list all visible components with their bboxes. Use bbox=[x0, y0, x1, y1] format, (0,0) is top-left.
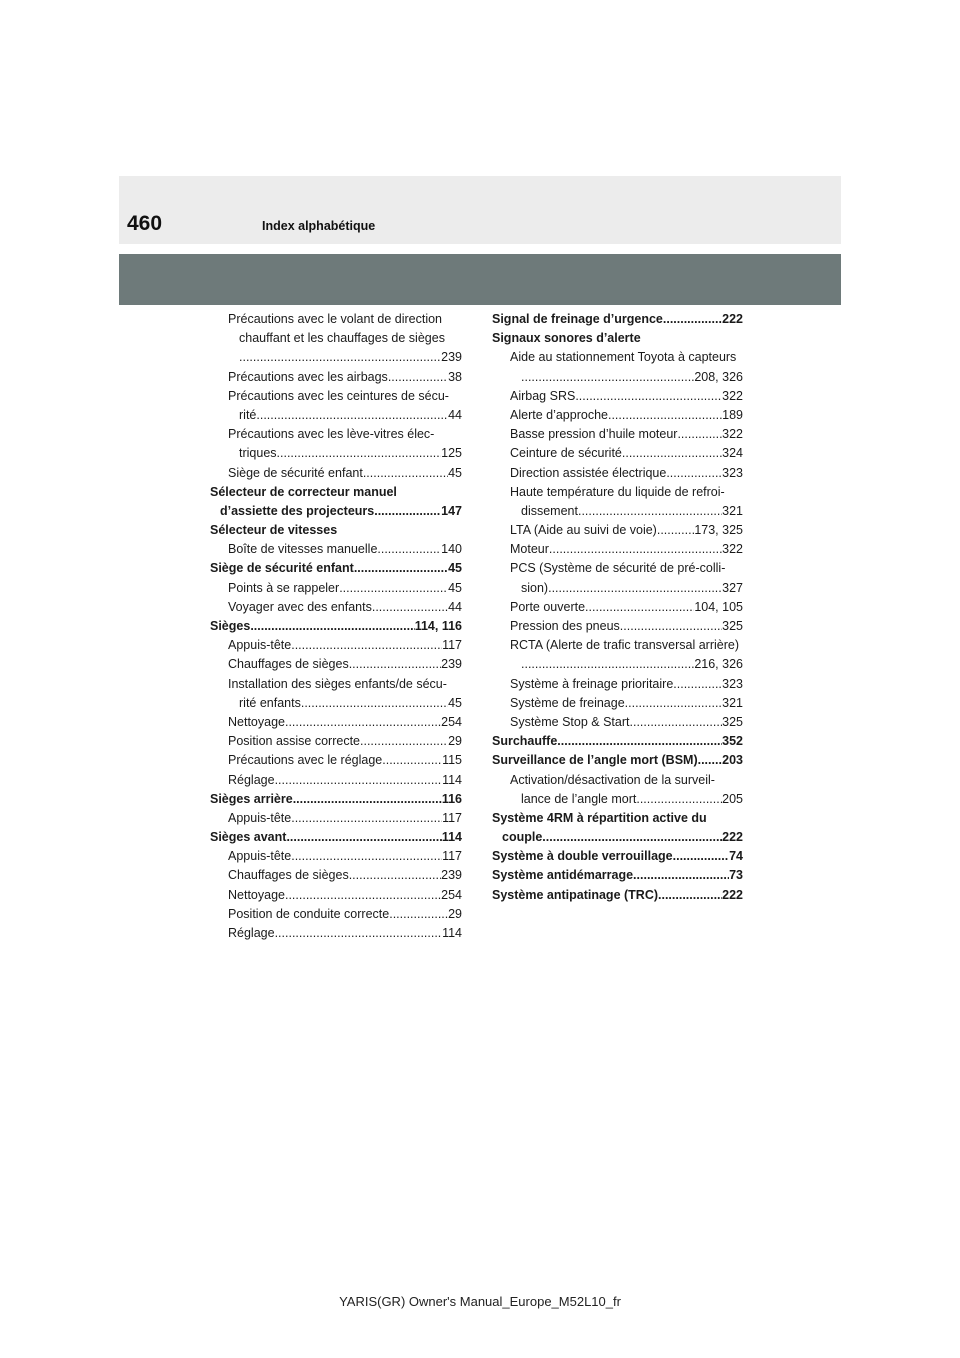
leader-dots bbox=[636, 790, 722, 809]
entry-text: Pression des pneus bbox=[510, 619, 620, 633]
entry-text: Appuis-tête bbox=[228, 810, 292, 825]
leader-dots bbox=[339, 579, 448, 598]
page-reference: 147 bbox=[441, 503, 462, 518]
page-reference: 29 bbox=[448, 734, 462, 749]
page-reference: 222 bbox=[722, 312, 743, 326]
page-reference: 203 bbox=[722, 753, 743, 768]
page-number: 460 bbox=[127, 212, 163, 235]
page-reference: 323 bbox=[722, 676, 743, 691]
page-reference: 114 bbox=[442, 772, 462, 787]
leader-dots bbox=[658, 886, 722, 905]
entry-text: rité enfants bbox=[239, 695, 301, 710]
entry-text: Basse pression d’huile moteur bbox=[510, 427, 678, 442]
entry-text: Réglage bbox=[228, 926, 275, 940]
entry-text: sion) bbox=[521, 580, 549, 595]
leader-dots bbox=[663, 310, 722, 329]
page-reference: 74 bbox=[729, 849, 743, 864]
index-entry bbox=[210, 348, 462, 367]
index-entry-text: Signaux sonores d’alerte bbox=[492, 331, 641, 346]
page-reference: 239 bbox=[441, 657, 462, 672]
leader-dots bbox=[521, 368, 694, 387]
leader-dots bbox=[548, 579, 722, 598]
index-entry bbox=[210, 924, 462, 943]
entry-text: Sièges bbox=[210, 619, 251, 633]
page-reference: 114 bbox=[442, 926, 462, 940]
index-entry bbox=[210, 540, 462, 559]
index-entry bbox=[492, 425, 743, 444]
page-reference: 140 bbox=[441, 542, 462, 557]
leader-dots bbox=[666, 464, 722, 483]
entry-text: Ceinture de sécurité bbox=[510, 446, 622, 461]
index-entry bbox=[492, 828, 743, 847]
index-column-right bbox=[492, 310, 743, 905]
entry-text: Boîte de vitesses manuelle bbox=[228, 542, 378, 557]
footer-text: YARIS(GR) Owner's Manual_Europe_M52L10_fr bbox=[339, 1294, 621, 1309]
entry-text: Système à double verrouillage bbox=[492, 849, 673, 864]
entry-text: Sièges avant bbox=[210, 830, 287, 845]
page-reference: 222 bbox=[722, 830, 743, 845]
index-entry bbox=[492, 406, 743, 425]
leader-dots bbox=[389, 905, 448, 924]
index-entry bbox=[210, 406, 462, 425]
entry-text: Sièges arrière bbox=[210, 791, 293, 806]
index-entry bbox=[492, 598, 743, 617]
leader-dots bbox=[630, 713, 723, 732]
entry-text: rité bbox=[239, 407, 257, 422]
entry-text: Nettoyage bbox=[228, 714, 285, 729]
page-reference: 323 bbox=[722, 465, 743, 480]
index-entry bbox=[492, 847, 743, 866]
leader-dots bbox=[360, 732, 448, 751]
page-reference: 38 bbox=[448, 369, 462, 384]
entry-text: Chauffages de sièges bbox=[228, 868, 349, 883]
index-entry-text: Précautions avec les lève-vitres élec- bbox=[228, 427, 435, 442]
index-entry bbox=[210, 886, 462, 905]
entry-text: Précautions avec le réglage bbox=[228, 753, 383, 768]
page-reference: 73 bbox=[729, 868, 743, 883]
index-entry bbox=[210, 732, 462, 751]
entry-text: Système antipatinage (TRC) bbox=[492, 887, 659, 902]
index-entry bbox=[210, 771, 462, 790]
leader-dots bbox=[633, 866, 729, 885]
leader-dots bbox=[349, 655, 441, 674]
leader-dots bbox=[291, 847, 442, 866]
page-reference: 322 bbox=[722, 427, 743, 442]
index-entry-text: Activation/désactivation de la surveil- bbox=[510, 772, 715, 787]
index-entry-text: Haute température du liquide de refroi- bbox=[510, 484, 725, 499]
leader-dots bbox=[521, 655, 694, 674]
leader-dots bbox=[363, 464, 448, 483]
index-entry-text: Aide au stationnement Toyota à capteurs bbox=[510, 350, 737, 365]
index-entry bbox=[210, 828, 462, 847]
index-entry bbox=[492, 617, 743, 636]
page-reference: 239 bbox=[441, 350, 462, 365]
leader-dots bbox=[293, 790, 442, 809]
page-reference: 322 bbox=[722, 388, 743, 403]
page-reference: 117 bbox=[442, 810, 462, 825]
index-entry bbox=[210, 368, 462, 387]
leader-dots bbox=[622, 444, 722, 463]
page-reference: 116 bbox=[441, 791, 462, 806]
index-entry bbox=[492, 464, 743, 483]
page-reference: 239 bbox=[441, 868, 462, 883]
index-entry bbox=[492, 713, 743, 732]
entry-text: Système de freinage bbox=[510, 695, 625, 710]
entry-text: Voyager avec des enfants bbox=[228, 599, 372, 614]
entry-text: triques bbox=[239, 446, 277, 461]
entry-text: Airbag SRS bbox=[510, 388, 576, 403]
index-entry bbox=[492, 310, 743, 329]
page-reference: 114 bbox=[441, 830, 462, 845]
index-entry-text: Sélecteur de vitesses bbox=[210, 523, 338, 538]
page-reference: 29 bbox=[448, 906, 462, 921]
page-reference: 45 bbox=[448, 695, 462, 710]
header-band bbox=[119, 176, 841, 244]
leader-dots bbox=[382, 751, 442, 770]
index-entry bbox=[210, 751, 462, 770]
entry-text: LTA (Aide au suivi de voie) bbox=[510, 523, 657, 538]
page-reference: 324 bbox=[722, 446, 743, 461]
page-reference: 44 bbox=[448, 599, 462, 614]
page-reference: 114, 116 bbox=[414, 619, 462, 633]
leader-dots bbox=[673, 675, 722, 694]
leader-dots bbox=[354, 559, 448, 578]
header-dark-band bbox=[119, 254, 841, 305]
page-reference: 208, 326 bbox=[694, 369, 743, 384]
entry-text: Moteur bbox=[510, 542, 549, 557]
leader-dots bbox=[275, 924, 442, 943]
index-entry bbox=[210, 636, 462, 655]
page-reference: 222 bbox=[722, 887, 743, 902]
page-reference: 216, 326 bbox=[694, 657, 743, 672]
leader-dots bbox=[285, 886, 441, 905]
index-entry-text: RCTA (Alerte de trafic transversal arrière) bbox=[510, 638, 739, 653]
page-reference: 254 bbox=[441, 887, 462, 902]
leader-dots bbox=[285, 713, 441, 732]
index-entry bbox=[210, 579, 462, 598]
leader-dots bbox=[388, 368, 448, 387]
index-entry-text: Système 4RM à répartition active du bbox=[492, 810, 707, 825]
index-entry bbox=[492, 540, 743, 559]
index-entry bbox=[210, 655, 462, 674]
page-reference: 104, 105 bbox=[694, 599, 743, 614]
page-reference: 45 bbox=[448, 561, 462, 576]
index-entry bbox=[492, 655, 743, 674]
entry-text: Porte ouverte bbox=[510, 599, 586, 614]
page-reference: 45 bbox=[448, 465, 462, 480]
entry-text: Système antidémarrage bbox=[492, 868, 634, 883]
entry-text: Surchauffe bbox=[492, 734, 558, 749]
index-entry bbox=[210, 598, 462, 617]
leader-dots bbox=[349, 866, 441, 885]
entry-text: dissement bbox=[521, 503, 578, 518]
index-column-left bbox=[210, 310, 462, 943]
page-reference: 325 bbox=[722, 714, 743, 729]
page-reference: 125 bbox=[441, 446, 462, 461]
index-entry bbox=[492, 751, 743, 770]
entry-text: Système à freinage prioritaire bbox=[510, 676, 674, 691]
leader-dots bbox=[549, 540, 722, 559]
page-reference: 352 bbox=[722, 734, 743, 749]
page-reference: 45 bbox=[448, 580, 462, 595]
leader-dots bbox=[250, 617, 414, 636]
index-entry bbox=[210, 866, 462, 885]
index-entry bbox=[492, 790, 743, 809]
index-entry-text: Précautions avec les ceintures de sécu- bbox=[228, 388, 449, 403]
entry-text: Appuis-tête bbox=[228, 849, 292, 864]
index-entry-text: PCS (Système de sécurité de pré-colli- bbox=[510, 561, 726, 576]
section-title: Index alphabétique bbox=[262, 219, 376, 233]
entry-text: Chauffages de sièges bbox=[228, 657, 349, 672]
entry-text: Siège de sécurité enfant bbox=[210, 561, 354, 576]
entry-text: Réglage bbox=[228, 772, 275, 787]
index-entry bbox=[210, 713, 462, 732]
leader-dots bbox=[575, 387, 722, 406]
leader-dots bbox=[557, 732, 722, 751]
page-reference: 117 bbox=[442, 849, 462, 864]
entry-text: Siège de sécurité enfant bbox=[228, 465, 363, 480]
entry-text: d’assiette des projecteurs bbox=[220, 503, 375, 518]
index-entry bbox=[210, 694, 462, 713]
page-reference: 44 bbox=[448, 407, 462, 422]
leader-dots bbox=[286, 828, 441, 847]
index-entry bbox=[210, 464, 462, 483]
leader-dots bbox=[585, 598, 694, 617]
entry-text: Points à se rappeler bbox=[228, 580, 340, 595]
entry-text: Nettoyage bbox=[228, 887, 285, 902]
index-entry bbox=[492, 387, 743, 406]
entry-text: Système Stop & Start bbox=[510, 714, 630, 729]
index-entry bbox=[492, 368, 743, 387]
leader-dots bbox=[698, 751, 723, 770]
entry-text: Position assise correcte bbox=[228, 734, 361, 749]
index-entry bbox=[492, 502, 743, 521]
index-entry bbox=[210, 790, 462, 809]
index-entry bbox=[492, 675, 743, 694]
entry-text: Position de conduite correcte bbox=[228, 906, 390, 921]
page-reference: 322 bbox=[722, 542, 743, 557]
entry-text: Signal de freinage d’urgence bbox=[492, 312, 663, 326]
index-entry bbox=[210, 444, 462, 463]
leader-dots bbox=[239, 348, 441, 367]
page-reference: 254 bbox=[441, 714, 462, 729]
entry-text: Appuis-tête bbox=[228, 638, 292, 653]
leader-dots bbox=[620, 617, 722, 636]
page-reference: 325 bbox=[722, 619, 743, 633]
leader-dots bbox=[677, 425, 722, 444]
index-entry bbox=[210, 905, 462, 924]
page-reference: 321 bbox=[722, 695, 743, 710]
leader-dots bbox=[275, 771, 442, 790]
leader-dots bbox=[673, 847, 729, 866]
index-entry bbox=[210, 502, 462, 521]
leader-dots bbox=[377, 540, 441, 559]
leader-dots bbox=[301, 694, 448, 713]
index-entry-text: Précautions avec le volant de direction bbox=[228, 312, 443, 326]
entry-text: lance de l’angle mort bbox=[521, 791, 637, 806]
page-reference: 115 bbox=[442, 753, 462, 768]
leader-dots bbox=[608, 406, 722, 425]
leader-dots bbox=[542, 828, 722, 847]
leader-dots bbox=[291, 636, 442, 655]
entry-text: Surveillance de l’angle mort (BSM) bbox=[492, 753, 698, 768]
leader-dots bbox=[256, 406, 448, 425]
index-entry bbox=[492, 694, 743, 713]
index-entry bbox=[492, 579, 743, 598]
index-entry bbox=[210, 809, 462, 828]
page-reference: 327 bbox=[722, 580, 743, 595]
leader-dots bbox=[277, 444, 442, 463]
index-entry-text: chauffant et les chauffages de sièges bbox=[239, 331, 445, 346]
leader-dots bbox=[657, 521, 694, 540]
page-reference: 173, 325 bbox=[694, 523, 743, 538]
entry-text: couple bbox=[502, 830, 543, 845]
index-entry bbox=[492, 521, 743, 540]
leader-dots bbox=[291, 809, 442, 828]
entry-text: Alerte d’approche bbox=[510, 407, 608, 422]
index-entry bbox=[492, 444, 743, 463]
index-entry bbox=[492, 886, 743, 905]
index-entry-text: Sélecteur de correcteur manuel bbox=[210, 484, 397, 499]
index-entry bbox=[492, 866, 743, 885]
leader-dots bbox=[625, 694, 722, 713]
index-entry bbox=[492, 732, 743, 751]
leader-dots bbox=[372, 598, 448, 617]
index-entry bbox=[210, 559, 462, 578]
entry-text: Précautions avec les airbags bbox=[228, 369, 388, 384]
index-entry bbox=[210, 847, 462, 866]
leader-dots bbox=[374, 502, 441, 521]
leader-dots bbox=[578, 502, 722, 521]
index-entry bbox=[210, 617, 462, 636]
page-reference: 117 bbox=[442, 638, 462, 653]
page-reference: 189 bbox=[722, 407, 743, 422]
index-entry-text: Installation des sièges enfants/de sécu- bbox=[228, 676, 447, 691]
page-reference: 321 bbox=[722, 503, 743, 518]
page-reference: 205 bbox=[722, 791, 743, 806]
entry-text: Direction assistée électrique bbox=[510, 465, 667, 480]
